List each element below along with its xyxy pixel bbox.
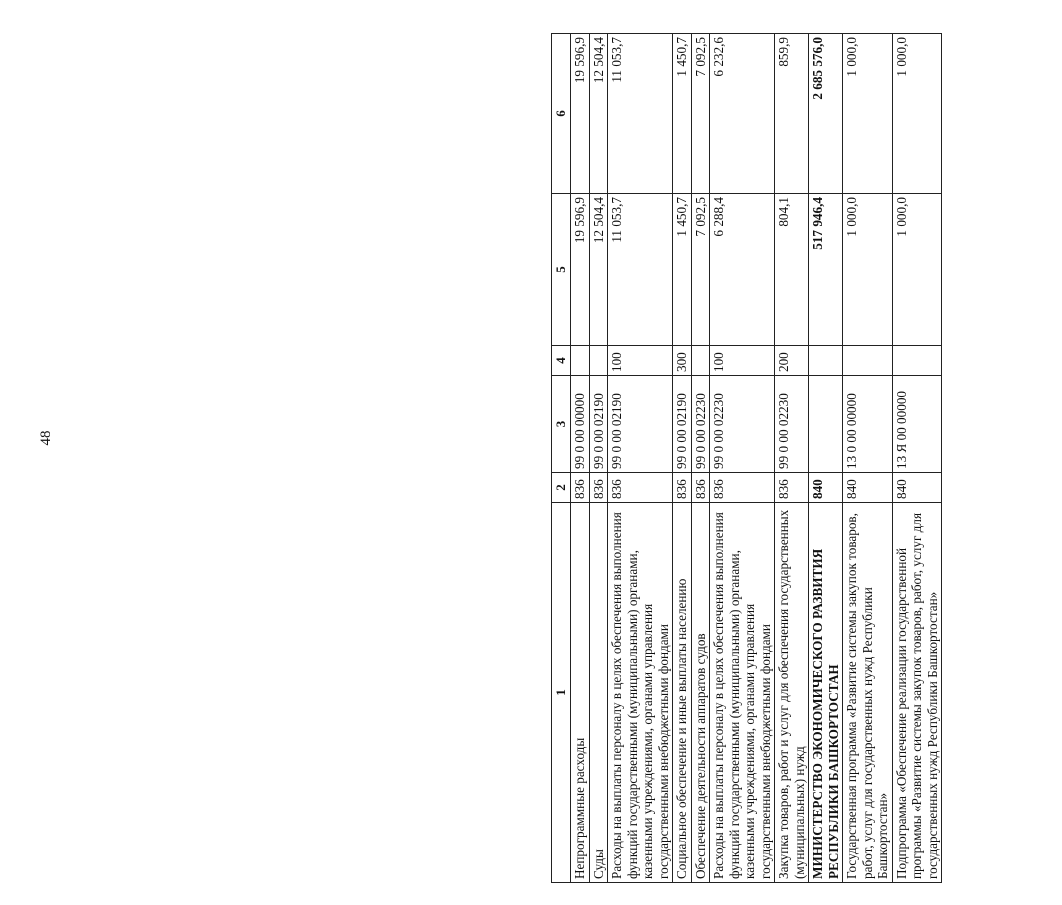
row-name: Подпрограмма «Обеспечение реализации государственной программы «Развитие системы закупок товаров, работ, услуг для государственных нужд Республики Башкортостан» [892,503,942,883]
row-name: Обеспечение деятельности аппаратов судов [691,503,710,883]
row-target-code: 13 Я 00 00000 [892,376,942,473]
row-grbs-code: 836 [673,473,692,503]
table-row [673,34,692,883]
row-target-code: 99 0 00 02230 [775,376,809,473]
row-name: Расходы на выплаты персоналу в целях обеспечения выполнения функций государственными (муниципальными) органами, казенными учреждениями, органами управления государственными внебюджетными фондами [710,503,775,883]
row-name: Государственная программа «Развитие системы закупок товаров, работ, услуг для государственных нужд Республики Башкортостан» [843,503,893,883]
header-col-6: 6 [552,34,571,194]
row-target-code: 99 0 00 02230 [710,376,775,473]
table-row [843,34,893,883]
table-row [775,34,809,883]
row-grbs-code: 836 [589,473,608,503]
row-amount-2: 6 232,6 [710,34,775,194]
row-expense-type [892,346,942,376]
row-amount-1: 517 946,4 [809,194,843,346]
rotated-table-container [551,34,1062,883]
row-amount-2: 1 450,7 [673,34,692,194]
budget-table [551,33,942,883]
row-expense-type: 100 [608,346,673,376]
row-grbs-code: 836 [691,473,710,503]
row-target-code: 13 0 00 00000 [843,376,893,473]
row-amount-1: 6 288,4 [710,194,775,346]
row-amount-2: 19 596,9 [571,34,590,194]
row-name: Закупка товаров, работ и услуг для обеспечения государственных (муниципальных) нужд [775,503,809,883]
row-grbs-code: 836 [571,473,590,503]
header-col-2: 2 [552,473,571,503]
row-amount-2: 859,9 [775,34,809,194]
row-expense-type [691,346,710,376]
table-row [710,34,775,883]
table-row [892,34,942,883]
row-expense-type: 300 [673,346,692,376]
row-name: Расходы на выплаты персоналу в целях обеспечения выполнения функций государственными (муниципальными) органами, казенными учреждениями, органами управления государственными внебюджетными фондами [608,503,673,883]
row-target-code: 99 0 00 02190 [589,376,608,473]
row-amount-1: 11 053,7 [608,194,673,346]
row-amount-2: 1 000,0 [843,34,893,194]
row-amount-2: 1 000,0 [892,34,942,194]
row-name: Социальное обеспечение и иные выплаты населению [673,503,692,883]
header-col-1: 1 [552,503,571,883]
row-amount-1: 804,1 [775,194,809,346]
row-grbs-code: 840 [809,473,843,503]
page-number: 48 [38,430,54,446]
row-expense-type [589,346,608,376]
row-target-code: 99 0 00 02190 [608,376,673,473]
row-amount-2: 2 685 576,0 [809,34,843,194]
row-expense-type [809,346,843,376]
table-row [589,34,608,883]
header-col-4: 4 [552,346,571,376]
row-grbs-code: 836 [710,473,775,503]
row-grbs-code: 840 [892,473,942,503]
row-expense-type [571,346,590,376]
row-expense-type: 200 [775,346,809,376]
row-amount-2: 12 504,4 [589,34,608,194]
header-col-5: 5 [552,194,571,346]
row-amount-1: 1 000,0 [892,194,942,346]
table-row-ministry [809,34,843,883]
table-row [691,34,710,883]
header-row [552,34,571,883]
row-target-code: 99 0 00 00000 [571,376,590,473]
row-target-code: 99 0 00 02230 [691,376,710,473]
row-name: Непрограммные расходы [571,503,590,883]
row-grbs-code: 840 [843,473,893,503]
row-amount-2: 7 092,5 [691,34,710,194]
table-row [608,34,673,883]
row-name: МИНИСТЕРСТВО ЭКОНОМИЧЕСКОГО РАЗВИТИЯ РЕСПУБЛИКИ БАШКОРТОСТАН [809,503,843,883]
row-amount-1: 12 504,4 [589,194,608,346]
row-target-code: 99 0 00 02190 [673,376,692,473]
table-row [571,34,590,883]
row-expense-type [843,346,893,376]
row-amount-1: 1 000,0 [843,194,893,346]
row-amount-2: 11 053,7 [608,34,673,194]
row-amount-1: 19 596,9 [571,194,590,346]
row-name: Суды [589,503,608,883]
row-grbs-code: 836 [608,473,673,503]
row-amount-1: 1 450,7 [673,194,692,346]
header-col-3: 3 [552,376,571,473]
row-grbs-code: 836 [775,473,809,503]
row-expense-type: 100 [710,346,775,376]
row-target-code [809,376,843,473]
row-amount-1: 7 092,5 [691,194,710,346]
